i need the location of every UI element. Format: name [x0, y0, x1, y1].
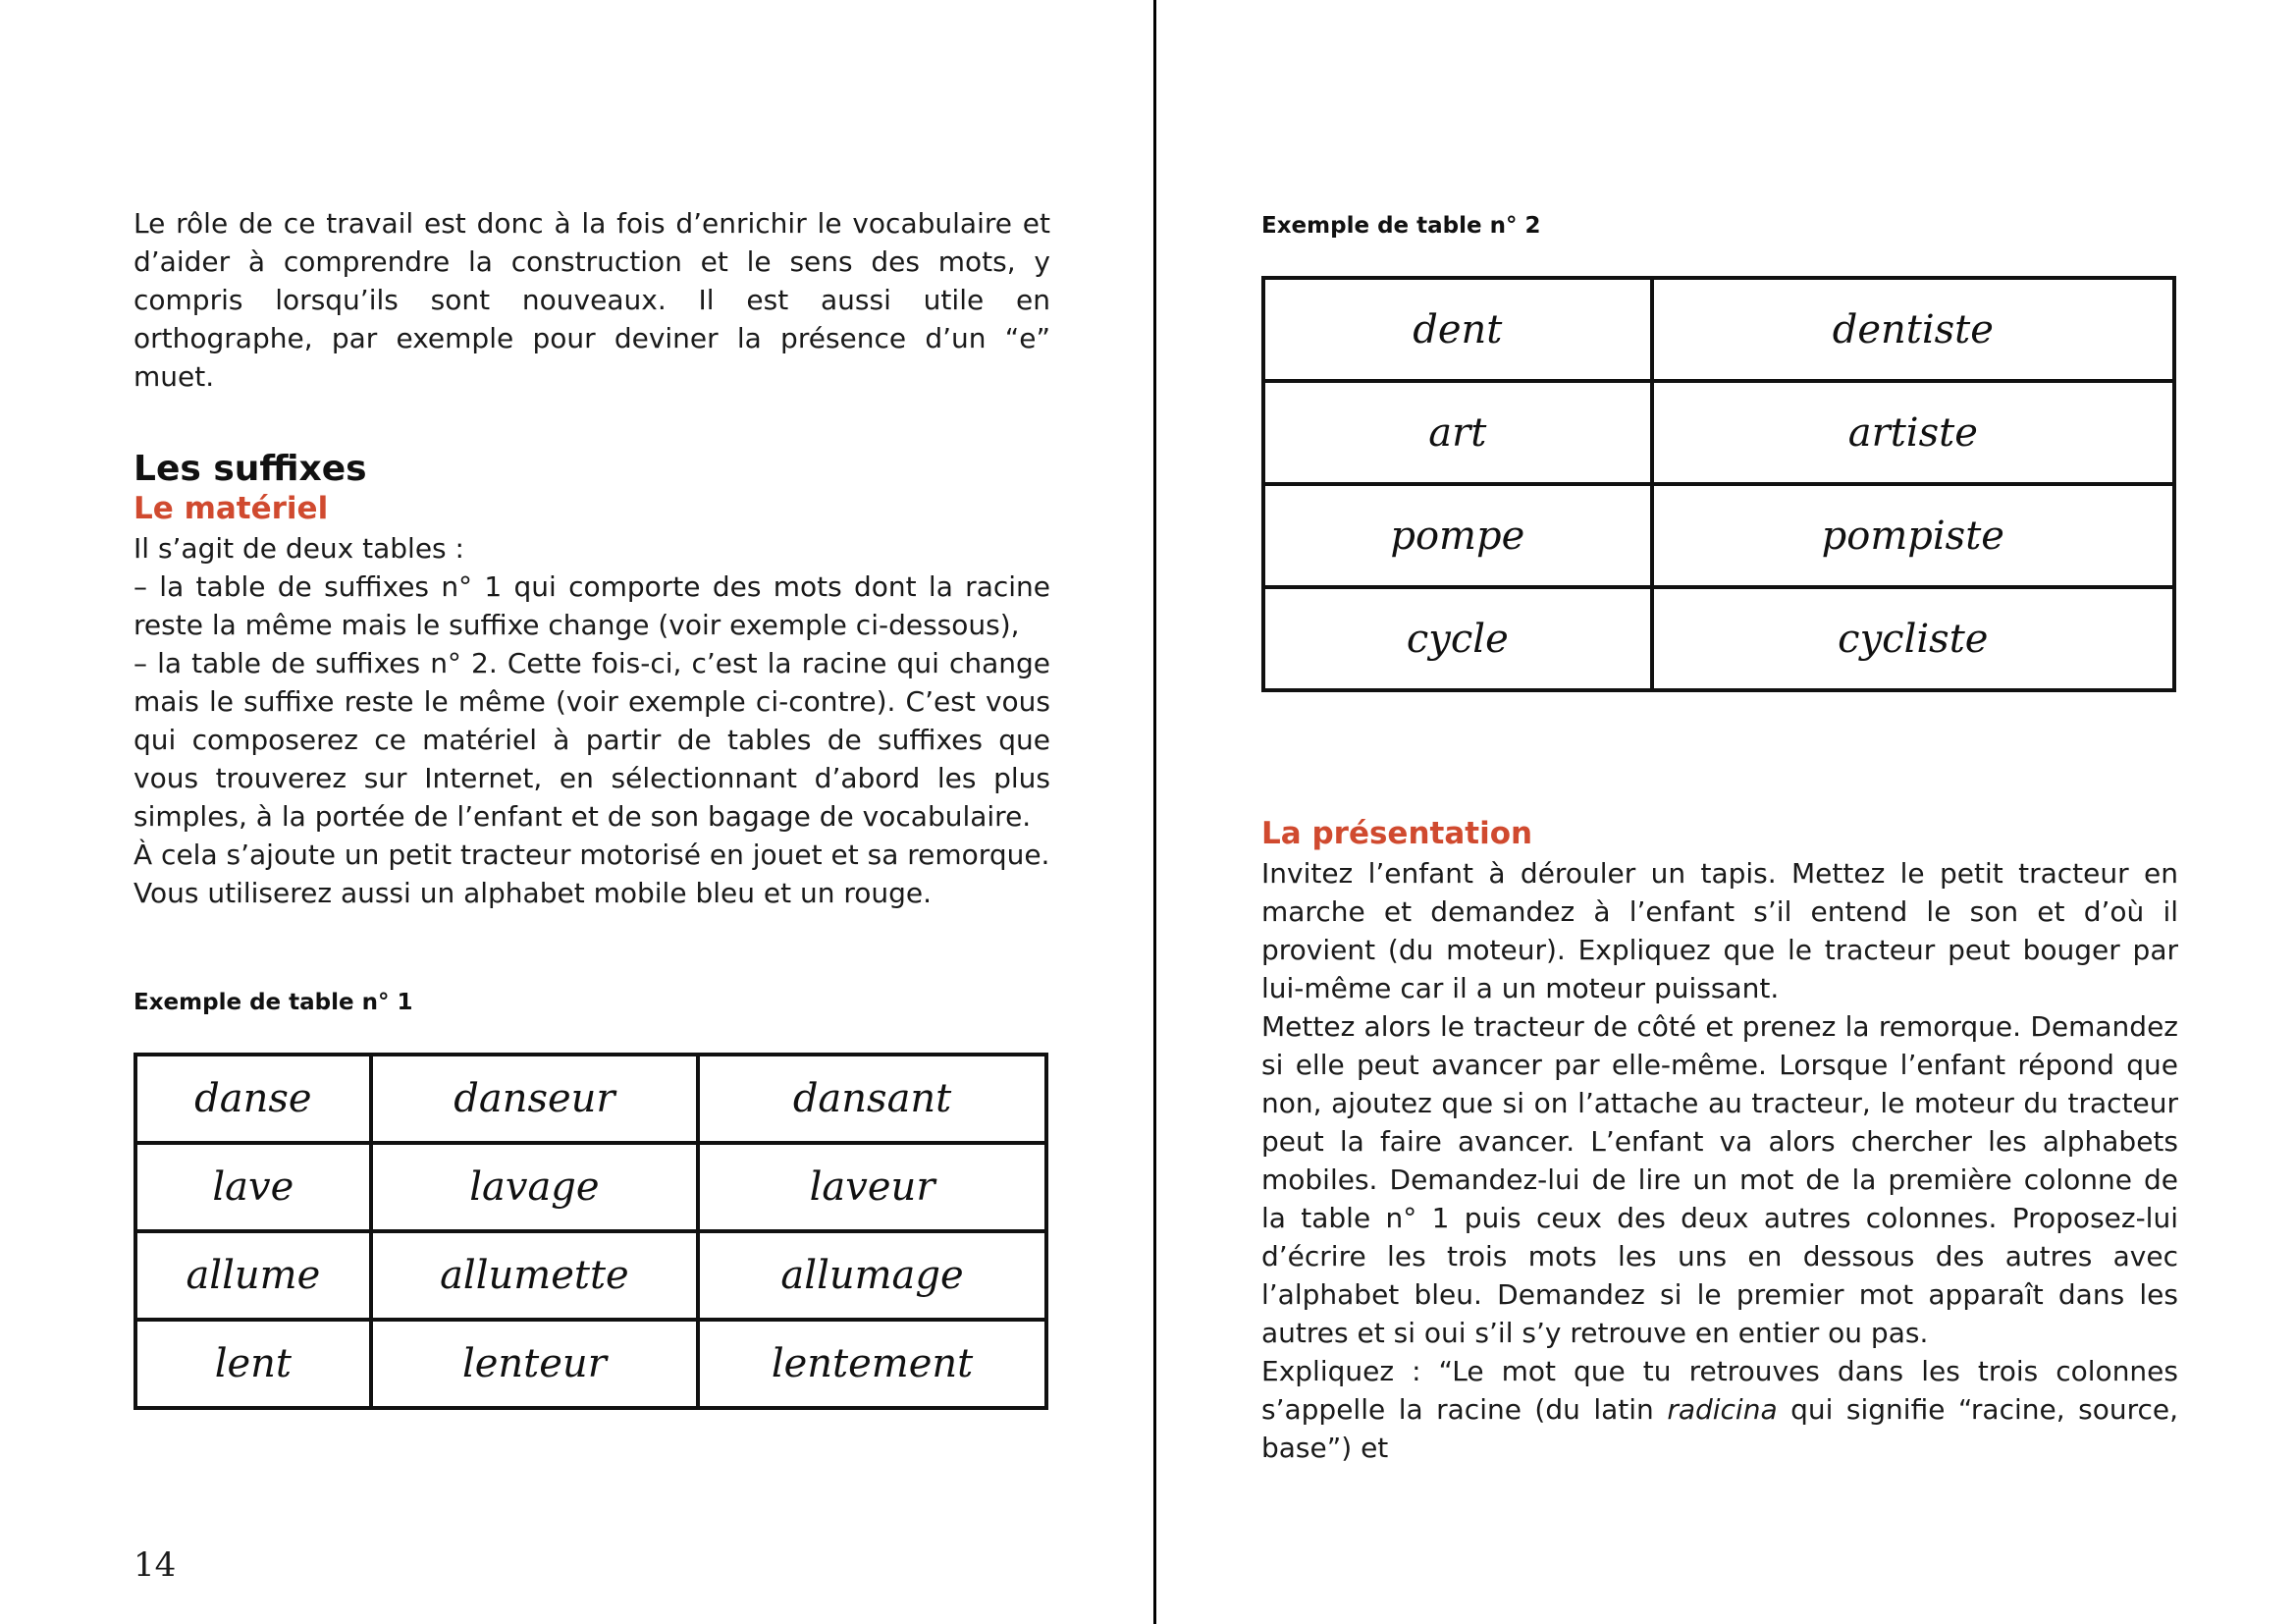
materials-text	[133, 529, 1050, 912]
page-number: 14	[133, 1545, 177, 1585]
table-cell: lenteur	[371, 1320, 698, 1408]
materials-paragraph: – la table de suffixes n° 2. Cette fois-ci, c’est la racine qui change mais le suffixe reste le même (voir exemple ci-contre). C’est vous qui composerez ce matériel à partir de tables de suffixes que vous trouverez sur Internet, en sélectionnant d’abord les plus simples, à la portée de l’enfant et de son bagage de vocabulaire.	[133, 647, 1050, 833]
table-row	[135, 1231, 1046, 1320]
table-cell: danseur	[371, 1055, 698, 1143]
table-cell: lave	[135, 1143, 371, 1231]
table-cell: allumette	[371, 1231, 698, 1320]
table-row	[135, 1320, 1046, 1408]
table1-caption: Exemple de table n° 1	[133, 990, 413, 1015]
presentation-paragraph: Invitez l’enfant à dérouler un tapis. Mettez le petit tracteur en marche et demandez à l’enfant s’il entend le son et d’où il provient (du moteur). Expliquez que le tracteur peut bouger par lui-même car il a un moteur puissant.	[1261, 857, 2178, 1004]
latin-term: radicina	[1667, 1393, 1778, 1426]
table-row	[1263, 381, 2174, 484]
presentation-text	[1261, 854, 2178, 1467]
suffix-table-2	[1261, 276, 2176, 692]
presentation-paragraph	[1261, 1352, 2178, 1467]
table-cell: allume	[135, 1231, 371, 1320]
table-cell: lent	[135, 1320, 371, 1408]
table-cell: cycle	[1263, 587, 1652, 690]
table-cell: dentiste	[1652, 278, 2174, 381]
table-row	[1263, 484, 2174, 587]
table-cell: lavage	[371, 1143, 698, 1231]
table-cell: art	[1263, 381, 1652, 484]
section-subheading: Le matériel	[133, 491, 329, 526]
page-divider	[1153, 0, 1156, 1624]
table-cell: danse	[135, 1055, 371, 1143]
table-row	[1263, 278, 2174, 381]
table-cell: laveur	[698, 1143, 1046, 1231]
text-span: qui signifie “racine, source, base”) et	[1261, 1393, 2178, 1464]
table-cell: allumage	[698, 1231, 1046, 1320]
table-cell: artiste	[1652, 381, 2174, 484]
materials-paragraph: Vous utiliserez aussi un alphabet mobile bleu et un rouge.	[133, 877, 933, 909]
table-cell: pompiste	[1652, 484, 2174, 587]
table-cell: lentement	[698, 1320, 1046, 1408]
section-heading: Les suffixes	[133, 449, 367, 489]
materials-paragraph: Il s’agit de deux tables :	[133, 532, 464, 565]
table-row	[135, 1055, 1046, 1143]
presentation-paragraph: Mettez alors le tracteur de côté et prenez la remorque. Demandez si elle peut avancer par elle-même. Lorsque l’enfant répond que non, ajoutez que si on l’attache au tracteur, le moteur du tracteur peut la faire avancer. L’enfant va alors chercher les alphabets mobiles. Demandez-lui de lire un mot de la première colonne de la table n° 1 puis ceux des deux autres colonnes. Proposez-lui d’écrire les trois mots les uns en dessous des autres avec l’alphabet bleu. Demandez si le premier mot apparaît dans les autres et si oui s’il s’y retrouve en entier ou pas.	[1261, 1010, 2178, 1349]
table-cell: pompe	[1263, 484, 1652, 587]
table-cell: cycliste	[1652, 587, 2174, 690]
suffix-table-1	[133, 1053, 1048, 1410]
materials-paragraph: – la table de suffixes n° 1 qui comporte des mots dont la racine reste la même mais le suffixe change (voir exemple ci-dessous),	[133, 570, 1050, 641]
table2-caption: Exemple de table n° 2	[1261, 213, 1541, 239]
table-row	[135, 1143, 1046, 1231]
table-row	[1263, 587, 2174, 690]
table-cell: dansant	[698, 1055, 1046, 1143]
presentation-subheading: La présentation	[1261, 816, 1533, 851]
table-cell: dent	[1263, 278, 1652, 381]
right-page	[1157, 0, 2296, 1624]
materials-paragraph: À cela s’ajoute un petit tracteur motorisé en jouet et sa remorque.	[133, 839, 1050, 871]
text-span: Expliquez : “Le mot que tu retrouves dans les trois colonnes s’appelle la racine (du latin	[1261, 1355, 2178, 1426]
intro-paragraph: Le rôle de ce travail est donc à la fois d’enrichir le vocabulaire et d’aider à comprendre la construction et le sens des mots, y compris lorsqu’ils sont nouveaux. Il est aussi utile en orthographe, par exemple pour deviner la présence d’un “e” muet.	[133, 207, 1050, 393]
